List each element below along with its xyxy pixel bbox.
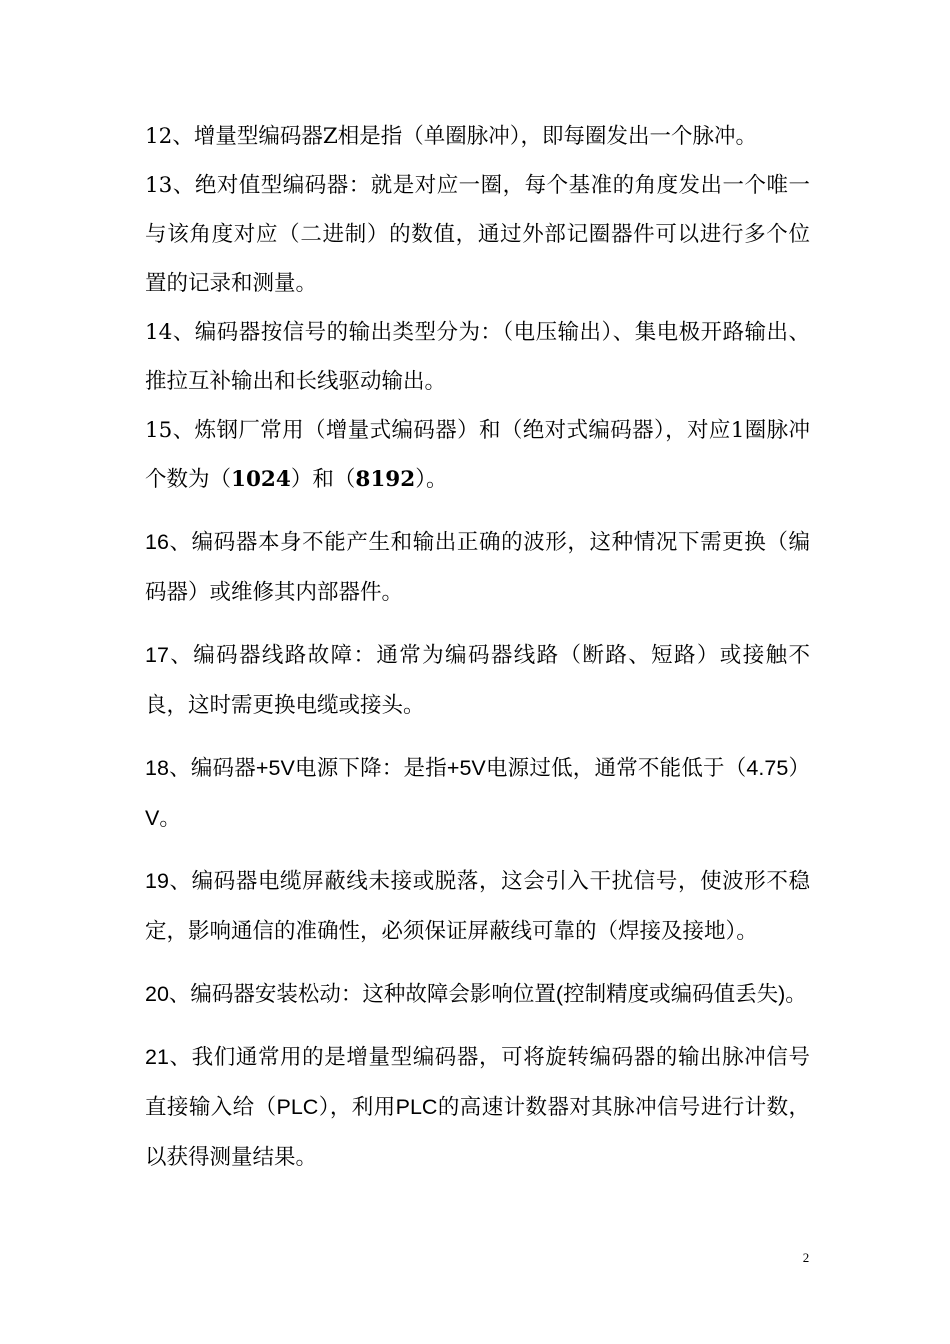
document-body (145, 112, 810, 1182)
paragraph-15-text-middle: ）和（ (290, 467, 356, 492)
paragraph-17: 17、编码器线路故障：通常为编码器线路（断路、短路）或接触不良，这时需更换电缆或接头。 (145, 643, 810, 717)
paragraph-12: 12、增量型编码器Z相是指（单圈脉冲），即每圈发出一个脉冲。 (145, 124, 758, 149)
paragraph-15-text-after: ）。 (415, 467, 448, 492)
page-number: 2 (802, 1250, 810, 1265)
paragraph-21: 21、我们通常用的是增量型编码器，可将旋转编码器的输出脉冲信号直接输入给（PLC），利用PLC的高速计数器对其脉冲信号进行计数，以获得测量结果。 (145, 1045, 810, 1169)
paragraph-15-text-before: 15、炼钢厂常用（增量式编码器）和（绝对式编码器），对应1圈脉冲个数为（ (145, 418, 810, 492)
paragraph-14: 14、编码器按信号的输出类型分为：（电压输出）、集电极开路输出、推拉互补输出和长线驱动输出。 (145, 320, 810, 394)
paragraph-20: 20、编码器安装松动：这种故障会影响位置(控制精度或编码值丢失)。 (145, 982, 807, 1006)
paragraph-13: 13、绝对值型编码器：就是对应一圈，每个基准的角度发出一个唯一与该角度对应（二进制）的数值，通过外部记圈器件可以进行多个位置的记录和测量。 (145, 173, 810, 296)
pulse-count-8192: 8192 (355, 467, 416, 492)
paragraph-18: 18、编码器+5V电源下降：是指+5V电源过低，通常不能低于（4.75）V。 (145, 756, 810, 830)
paragraph-15 (145, 406, 810, 504)
paragraph-19: 19、编码器电缆屏蔽线未接或脱落，这会引入干扰信号，使波形不稳定，影响通信的准确性，必须保证屏蔽线可靠的（焊接及接地）。 (145, 869, 810, 943)
pulse-count-1024: 1024 (231, 467, 291, 492)
paragraph-16: 16、编码器本身不能产生和输出正确的波形，这种情况下需更换（编码器）或维修其内部器件。 (145, 530, 810, 604)
